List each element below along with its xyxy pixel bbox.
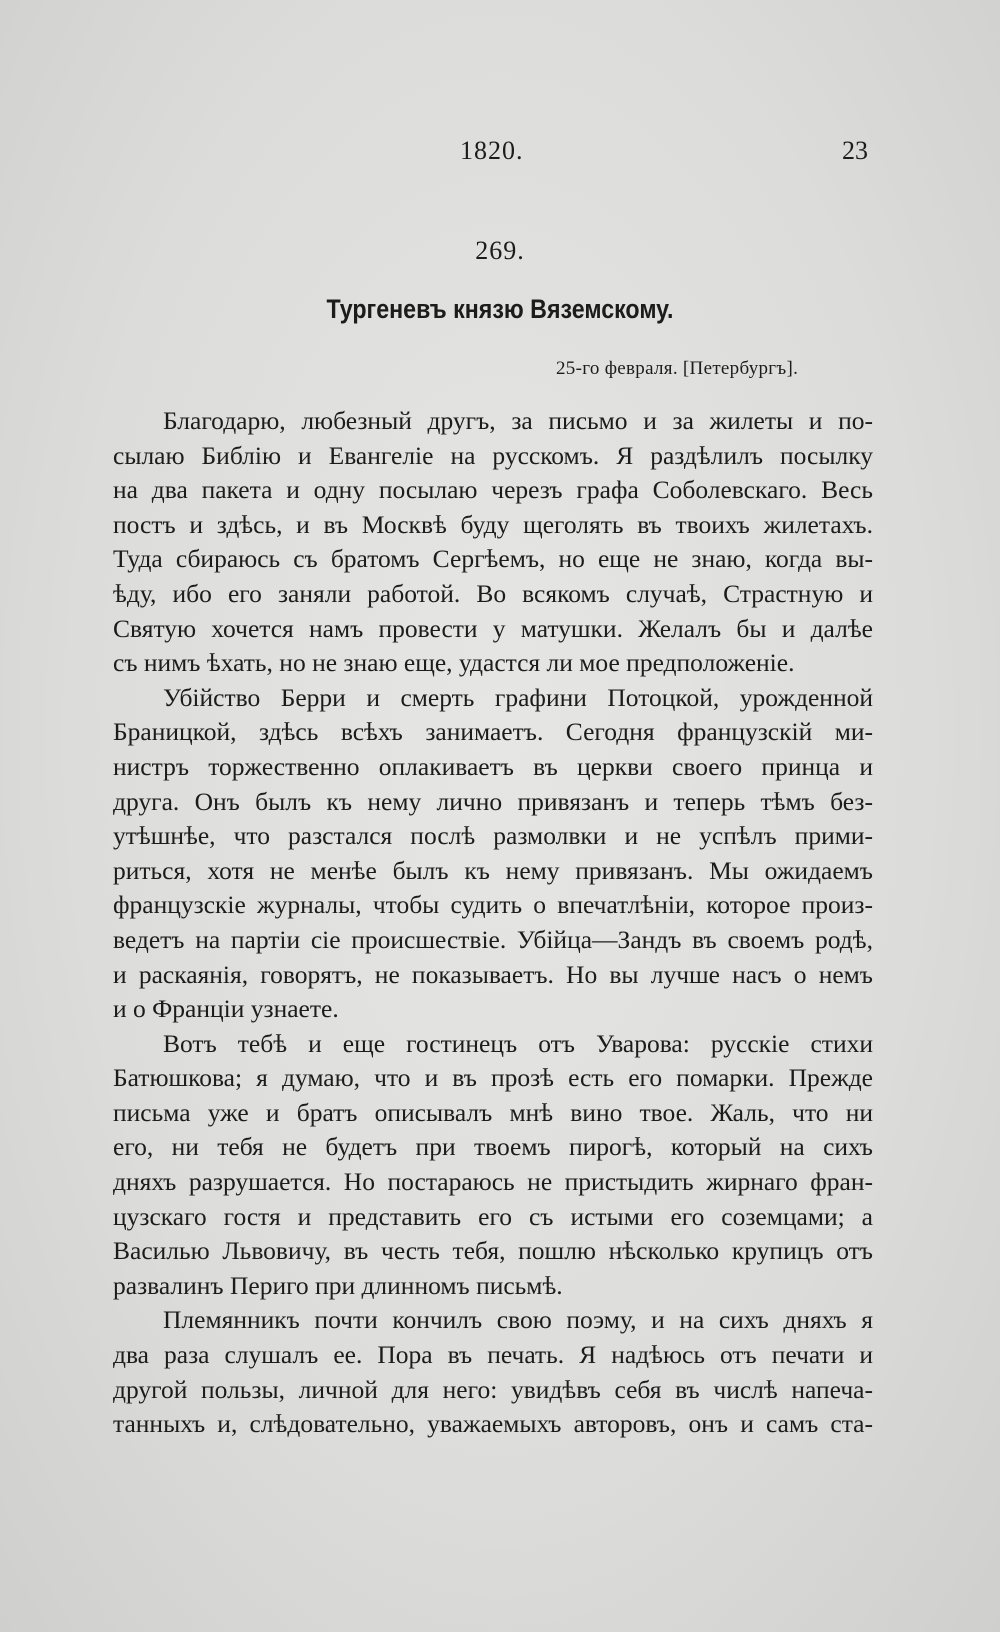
- text-line: письма уже и братъ описывалъ мнѣ вино твое. Жаль, что ни: [113, 1097, 873, 1127]
- text-line: Вотъ тебѣ и еще гостинецъ отъ Уварова: русскіе стихи: [163, 1028, 873, 1058]
- letter-body: [113, 404, 873, 1442]
- running-head-year: 1820.: [460, 136, 524, 165]
- text-line: и о Франціи узнаете.: [113, 994, 339, 1024]
- text-line: дняхъ разрушается. Но постараюсь не пристыдить жирнаго фран-: [113, 1167, 873, 1197]
- letter-dateline: 25-го февраля. [Петербургъ].: [556, 358, 799, 379]
- text-line: друга. Онъ былъ къ нему лично привязанъ и теперь тѣмъ без-: [113, 786, 873, 816]
- text-line: Убійство Берри и смерть графини Потоцкой, урожденной: [163, 682, 873, 712]
- text-line: и раскаянія, говорятъ, не показываетъ. Но вы лучше насъ о немъ: [113, 959, 873, 989]
- text-line: Батюшкова; я думаю, что и въ прозѣ есть его помарки. Прежде: [113, 1063, 873, 1093]
- text-line: французскіе журналы, чтобы судить о впечатлѣніи, которое произ-: [113, 890, 873, 920]
- text-line: Браницкой, здѣсь всѣхъ занимаетъ. Сегодня французскій ми-: [113, 717, 873, 747]
- text-line: два раза слушалъ ее. Пора въ печать. Я надѣюсь отъ печати и: [113, 1340, 873, 1370]
- text-line: танныхъ и, слѣдовательно, уважаемыхъ авторовъ, онъ и самъ ста-: [113, 1409, 873, 1439]
- text-line: цузскаго гостя и представить его съ истыми его соземцами; а: [113, 1201, 873, 1231]
- page-number: 23: [842, 136, 868, 165]
- text-line: Святую хочется намъ провести у матушки. Желалъ бы и далѣе: [113, 613, 873, 643]
- text-line: развалинъ Периго при длинномъ письмѣ.: [113, 1270, 563, 1300]
- text-line: другой пользы, личной для него: увидѣвъ себя въ числѣ напеча-: [113, 1374, 873, 1404]
- text-line: съ нимъ ѣхать, но не знаю еще, удастся ли мое предположеніе.: [113, 648, 795, 678]
- text-line: Василью Львовичу, въ честь тебя, пошлю нѣсколько крупицъ отъ: [113, 1236, 873, 1266]
- letter-title: Тургеневъ князю Вяземскому.: [326, 294, 674, 324]
- text-line: риться, хотя не менѣе былъ къ нему привязанъ. Мы ожидаемъ: [113, 855, 873, 885]
- text-line: на два пакета и одну посылаю черезъ графа Соболевскаго. Весь: [113, 475, 873, 505]
- letter-number: 269.: [475, 236, 525, 265]
- text-line: ѣду, ибо его заняли работой. Во всякомъ случаѣ, Страстную и: [113, 578, 873, 608]
- text-line: ведетъ на партіи сіе происшествіе. Убійца—Зандъ въ своемъ родѣ,: [113, 924, 873, 954]
- text-line: Племянникъ почти кончилъ свою поэму, и на сихъ дняхъ я: [163, 1305, 873, 1335]
- running-head: [0, 136, 1000, 176]
- text-line: утѣшнѣе, что разстался послѣ размолвки и не успѣлъ прими-: [113, 821, 873, 851]
- text-line: сылаю Библію и Евангеліе на русскомъ. Я раздѣлилъ посылку: [113, 440, 873, 470]
- text-line: нистръ торжественно оплакиваетъ въ церкви своего принца и: [113, 751, 873, 781]
- text-line: постъ и здѣсь, и въ Москвѣ буду щеголять въ твоихъ жилетахъ.: [113, 509, 873, 539]
- text-line: Туда сбираюсь съ братомъ Сергѣемъ, но еще не знаю, когда вы-: [113, 544, 873, 574]
- text-line: Благодарю, любезный другъ, за письмо и за жилеты и по-: [163, 406, 873, 435]
- text-line: его, ни тебя не будетъ при твоемъ пирогѣ, который на сихъ: [113, 1132, 873, 1162]
